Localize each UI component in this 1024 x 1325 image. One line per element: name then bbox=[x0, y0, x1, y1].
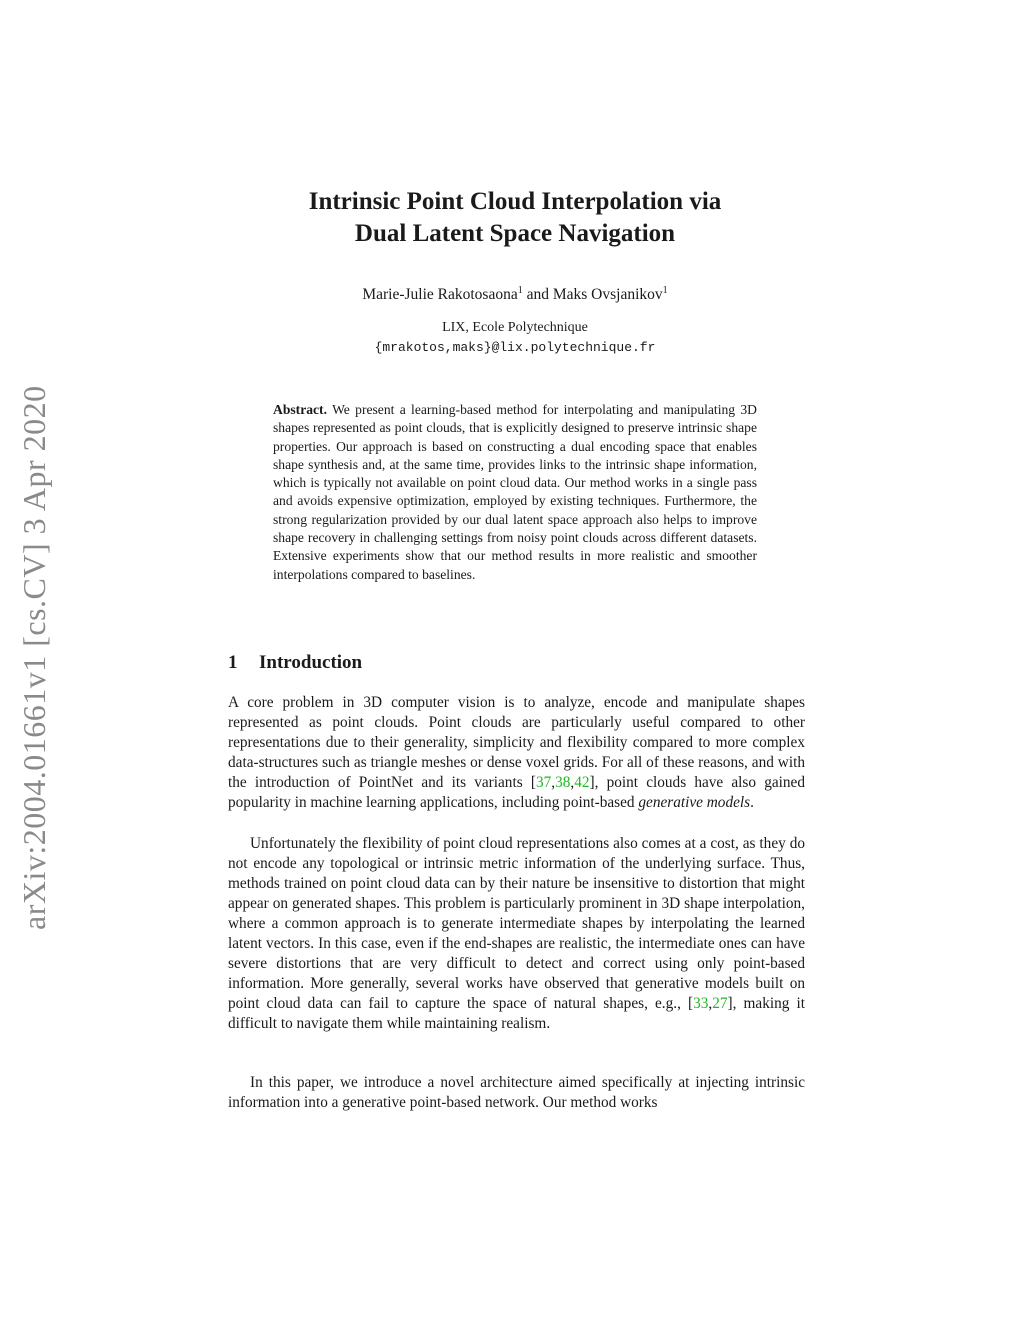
p2-text-a: Unfortunately the flexibility of point cloud representations also comes at a cost, as they do not encode any topological or intrinsic metric information of the underlying surface. Thus, methods trained on point cloud data can by their nature be insensitive to distortion that might appear on generated shapes. This problem is particularly prominent in 3D shape interpolation, where a common approach is to generate intermediate shapes by interpolating the learned latent vectors. In this case, even if the end-shapes are realistic, the intermediate ones can have severe distortions that are very difficult to detect and correct using only point-based information. More generally, several works have observed that generative models built on point cloud data can fail to capture the space of natural shapes, e.g., [ bbox=[228, 835, 805, 1012]
abstract bbox=[273, 401, 757, 584]
section-heading bbox=[228, 652, 362, 674]
citation-27[interactable]: 27 bbox=[712, 995, 728, 1012]
citation-37[interactable]: 37 bbox=[535, 774, 552, 791]
author-conjunction: and bbox=[522, 286, 553, 304]
p1-text-b: ], point clouds have also gained popularity in machine learning applications, including point-based bbox=[228, 774, 805, 811]
p3-text: In this paper, we introduce a novel architecture aimed specifically at injecting intrinsic information into a generative point-based network. Our method works bbox=[228, 1074, 805, 1111]
section-number: 1 bbox=[228, 652, 238, 673]
affiliation: LIX, Ecole Polytechnique bbox=[442, 320, 588, 335]
p1-emphasis: generative models bbox=[638, 794, 751, 811]
paragraph-1: A core problem in 3D computer vision is to analyze, encode and manipulate shapes represented as point clouds. Point clouds are particularly useful compared to other representations due to their generality, simplicity and flexibility compared to more complex data-structures such as triangle meshes or dense voxel grids. For all of these reasons, and with the introduction of PointNet and its variants [37,38,42], point clouds have also gained popularity in machine learning applications, including point-based generative models. bbox=[228, 694, 805, 811]
abstract-text: We present a learning-based method for interpolating and manipulating 3D shapes represented as point clouds, that is explicitly designed to preserve intrinsic shape properties. Our approach is based on constructing a dual encoding space that enables shape synthesis and, at the same time, provides links to the intrinsic shape information, which is typically not available on point cloud data. Our method works in a single pass and avoids expensive optimization, employed by existing techniques. Furthermore, the strong regularization provided by our dual latent space approach also helps to improve shape recovery in challenging settings from noisy point clouds across different datasets. Extensive experiments show that our method results in more realistic and smoother interpolations compared to baselines. bbox=[273, 402, 758, 582]
citation-42[interactable]: 42 bbox=[574, 774, 590, 791]
author-1-affil-mark: 1 bbox=[517, 285, 523, 296]
p1-text-a: A core problem in 3D computer vision is to analyze, encode and manipulate shapes represented as point clouds. Point clouds are particularly useful compared to other representations due to their generality, simplicity and flexibility compared to more complex data-structures such as triangle meshes or dense voxel grids. For all of these reasons, and with the introduction of PointNet and its variants [ bbox=[228, 694, 805, 791]
author-2: Maks Ovsjanikov bbox=[552, 286, 663, 304]
citation-33[interactable]: 33 bbox=[693, 995, 709, 1012]
author-emails: {mrakotos,maks}@lix.polytechnique.fr bbox=[374, 340, 656, 355]
paragraph-2: Unfortunately the flexibility of point cloud representations also comes at a cost, as they do not encode any topological or intrinsic metric information of the underlying surface. Thus, methods trained on point cloud data can by their nature be insensitive to distortion that might appear on generated shapes. This problem is particularly prominent in 3D shape interpolation, where a common approach is to generate intermediate shapes by interpolating the learned latent vectors. In this case, even if the end-shapes are realistic, the intermediate ones can have severe distortions that are very difficult to detect and correct using only point-based information. More generally, several works have observed that generative models built on point cloud data can fail to capture the space of natural shapes, e.g., [33,27], making it difficult to navigate them while maintaining realism. bbox=[228, 835, 805, 1032]
arxiv-identifier-stamp: arXiv:2004.01661v1 [cs.CV] 3 Apr 2020 bbox=[16, 385, 52, 930]
p2-text-b: ], making it difficult to navigate them while maintaining realism. bbox=[228, 995, 805, 1032]
author-2-affil-mark: 1 bbox=[662, 285, 668, 296]
author-list bbox=[212, 285, 818, 304]
citation-38[interactable]: 38 bbox=[555, 774, 571, 791]
title-line-1: Intrinsic Point Cloud Interpolation via bbox=[308, 188, 722, 215]
paper-title bbox=[212, 186, 818, 250]
title-line-2: Dual Latent Space Navigation bbox=[354, 220, 676, 247]
p1-text-c: . bbox=[750, 794, 754, 811]
paragraph-3 bbox=[228, 1073, 805, 1113]
author-1: Marie-Julie Rakotosaona bbox=[362, 286, 518, 304]
section-title: Introduction bbox=[259, 652, 363, 673]
abstract-label: Abstract. bbox=[273, 402, 327, 417]
